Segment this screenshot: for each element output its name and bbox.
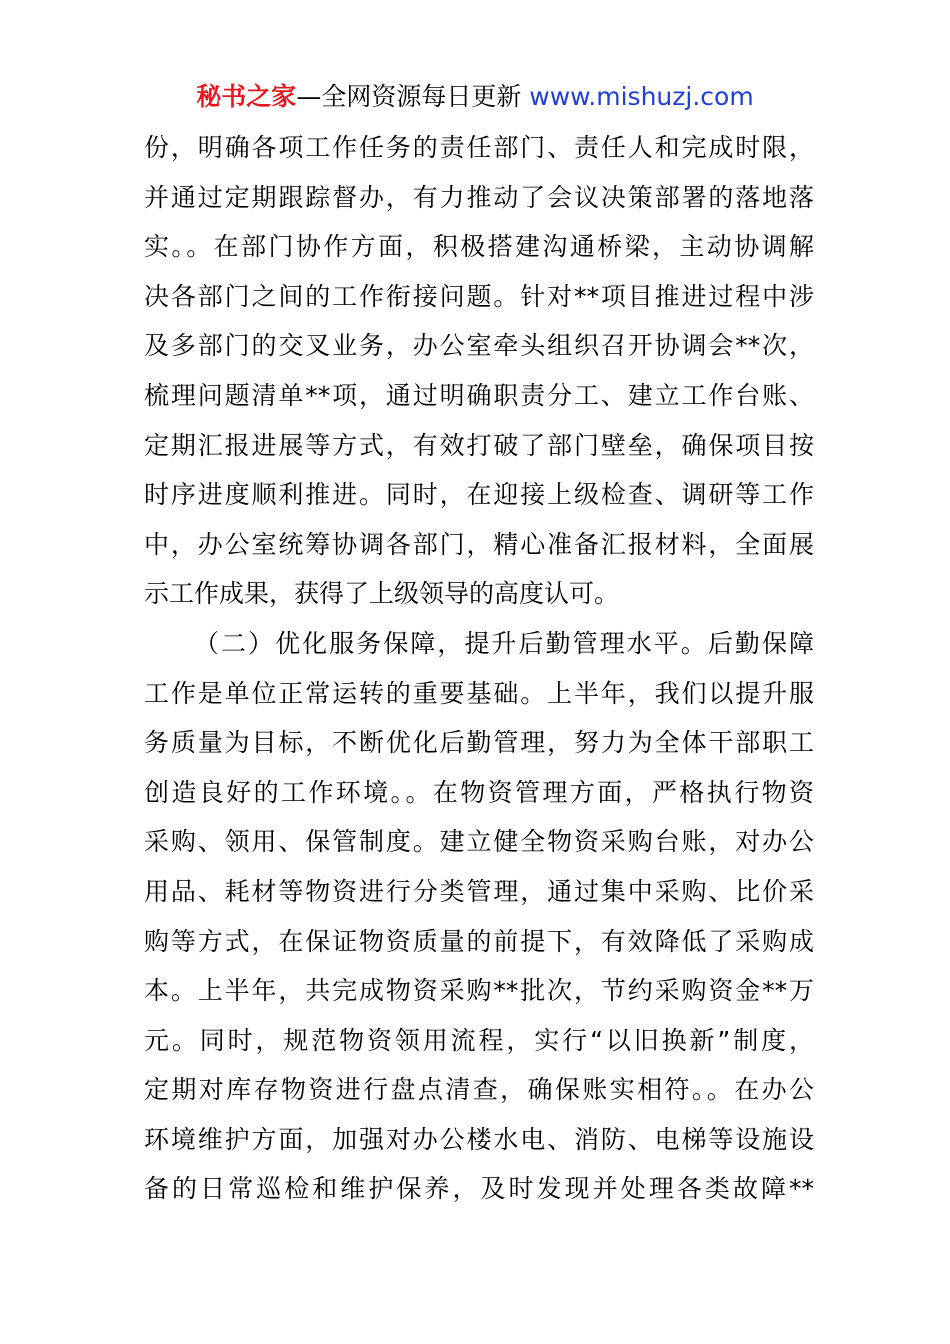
- body-line: 备的日常巡检和维护保养，及时发现并处理各类故障**: [144, 1174, 814, 1204]
- body-line: 工作是单位正常运转的重要基础。上半年，我们以提升服: [144, 678, 814, 708]
- paragraph-end-line: 示工作成果，获得了上级领导的高度认可。: [144, 579, 620, 609]
- body-line: 梳理问题清单**项，通过明确职责分工、建立工作台账、: [144, 380, 814, 410]
- body-line: 中，办公室统筹协调各部门，精心准备汇报材料，全面展: [144, 529, 814, 559]
- page-header: [0, 80, 950, 114]
- body-line: 定期汇报进展等方式，有效打破了部门壁垒，确保项目按: [144, 430, 814, 460]
- body-line: 元。同时，规范物资领用流程，实行“以旧换新”制度，: [144, 1025, 814, 1055]
- body-line: 决各部门之间的工作衔接问题。针对**项目推进过程中涉: [144, 281, 814, 311]
- site-url[interactable]: www.mishuzj.com: [529, 82, 754, 111]
- body-line: 本。上半年，共完成物资采购**批次，节约采购资金**万: [144, 976, 814, 1006]
- body-line: 份，明确各项工作任务的责任部门、责任人和完成时限，: [144, 133, 814, 162]
- section-heading-line: （二）优化服务保障，提升后勤管理水平。后勤保障: [194, 628, 814, 658]
- body-line: 实。。在部门协作方面，积极搭建沟通桥梁，主动协调解: [144, 232, 814, 262]
- document-body: [144, 123, 814, 1214]
- body-line: 时序进度顺利推进。同时，在迎接上级检查、调研等工作: [144, 480, 814, 510]
- body-line: 及多部门的交叉业务，办公室牵头组织召开协调会**次，: [144, 331, 814, 361]
- body-line: 并通过定期跟踪督办，有力推动了会议决策部署的落地落: [144, 182, 814, 212]
- body-line: 用品、耗材等物资进行分类管理，通过集中采购、比价采: [144, 876, 814, 906]
- brand-name: 秘书之家: [196, 82, 297, 111]
- body-line: 创造良好的工作环境。。在物资管理方面，严格执行物资: [144, 777, 814, 807]
- body-line: 定期对库存物资进行盘点清查，确保账实相符。。在办公: [144, 1075, 814, 1105]
- body-line: 环境维护方面，加强对办公楼水电、消防、电梯等设施设: [144, 1124, 814, 1154]
- body-line: 购等方式，在保证物资质量的前提下，有效降低了采购成: [144, 926, 814, 956]
- header-tagline: —全网资源每日更新: [296, 82, 530, 111]
- body-line: 务质量为目标，不断优化后勤管理，努力为全体干部职工: [144, 728, 814, 758]
- body-line: 采购、领用、保管制度。建立健全物资采购台账，对办公: [144, 827, 814, 857]
